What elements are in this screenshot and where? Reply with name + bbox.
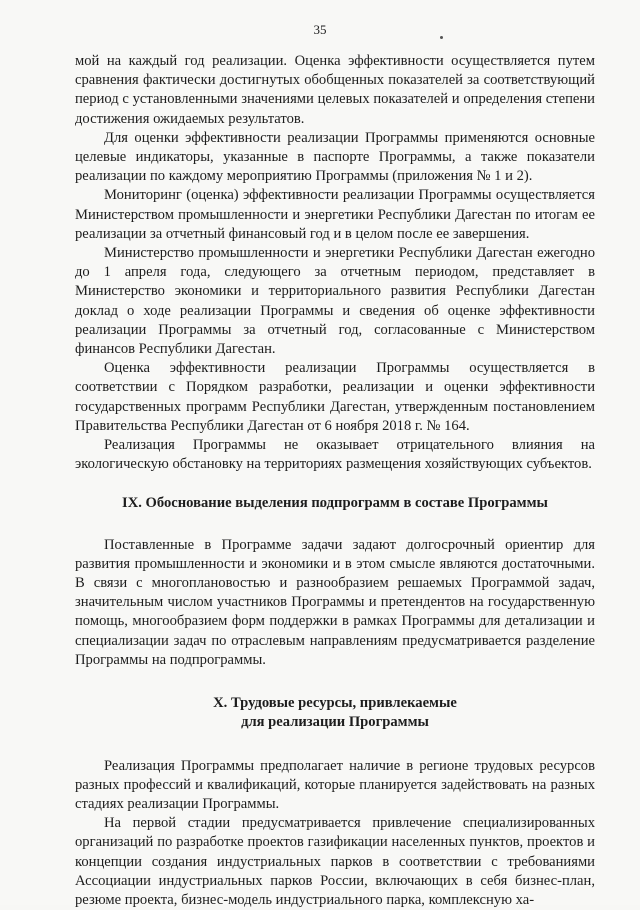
document-body: [75, 52, 595, 910]
page-number: 35: [313, 22, 327, 37]
scan-speck: [440, 36, 443, 39]
section-heading-x: [75, 694, 595, 732]
body-paragraph: Поставленные в Программе задачи задают долгосрочный ориентир для развития промышленности и экономики и в этом смысле являются достаточными. В связи с многоплановостью и разнообразием решаемых Программой задач, значительным числом участников Программы и претендентов на государственную помощь, многообразием форм поддержки в рамках Программы для детализации и специализации задач по отраслевым направлениям предусматривается разделение Программы на подпрограммы.: [75, 536, 595, 668]
body-paragraph: мой на каждый год реализации. Оценка эффективности осуществляется путем сравнения фактически достигнутых обобщенных показателей за соответствующий период с установленными значениями целевых показателей и определения степени достижения ожидаемых результатов.: [75, 53, 595, 127]
section-heading-ix: IX. Обоснование выделения подпрограмм в составе Программы: [122, 495, 548, 512]
body-paragraph: Оценка эффективности реализации Программы осуществляется в соответствии с Порядком разработки, реализации и оценки эффективности государственных программ Республики Дагестан, утвержденным постановлением Правительства Республики Дагестан от 6 ноября 2018 г. № 164.: [75, 360, 595, 434]
body-paragraph: Реализация Программы не оказывает отрицательного влияния на экологическую обстановку на территориях размещения хозяйствующих субъектов.: [75, 437, 595, 473]
section-heading-x-line2: для реализации Программы: [241, 714, 429, 731]
section-heading-x-line1: X. Трудовые ресурсы, привлекаемые: [213, 695, 457, 712]
body-paragraph: На первой стадии предусматривается привлечение специализированных организаций по разработке проектов газификации населенных пунктов, проектов и концепции создания индустриальных парков в соответствии с требованиями Ассоциации индустриальных парков России, включающих в себя бизнес-план, резюме проекта, бизнес-модель индустриального парка, комплексную ха-: [75, 815, 595, 908]
body-paragraph: Для оценки эффективности реализации Программы применяются основные целевые индикаторы, указанные в паспорте Программы, а также показатели реализации по каждому мероприятию Программы (приложения № 1 и 2).: [75, 129, 595, 185]
body-paragraph: Мониторинг (оценка) эффективности реализации Программы осуществляется Министерством промышленности и энергетики Республики Дагестан по итогам ее реализации за отчетный финансовый год и в целом после ее завершения.: [75, 187, 595, 242]
body-paragraph: Реализация Программы предполагает наличие в регионе трудовых ресурсов разных профессий и квалификаций, которые планируется задействовать на разных стадиях реализации Программы.: [75, 757, 595, 812]
body-paragraph: Министерство промышленности и энергетики Республики Дагестан ежегодно до 1 апреля года, следующего за отчетным периодом, представляет в Министерство экономики и территориального развития Республики Дагестан доклад о ходе реализации Программы и сведения об оценке эффективности реализации Программы за отчетный год, согласованные с Министерством финансов Республики Дагестан.: [75, 245, 595, 358]
